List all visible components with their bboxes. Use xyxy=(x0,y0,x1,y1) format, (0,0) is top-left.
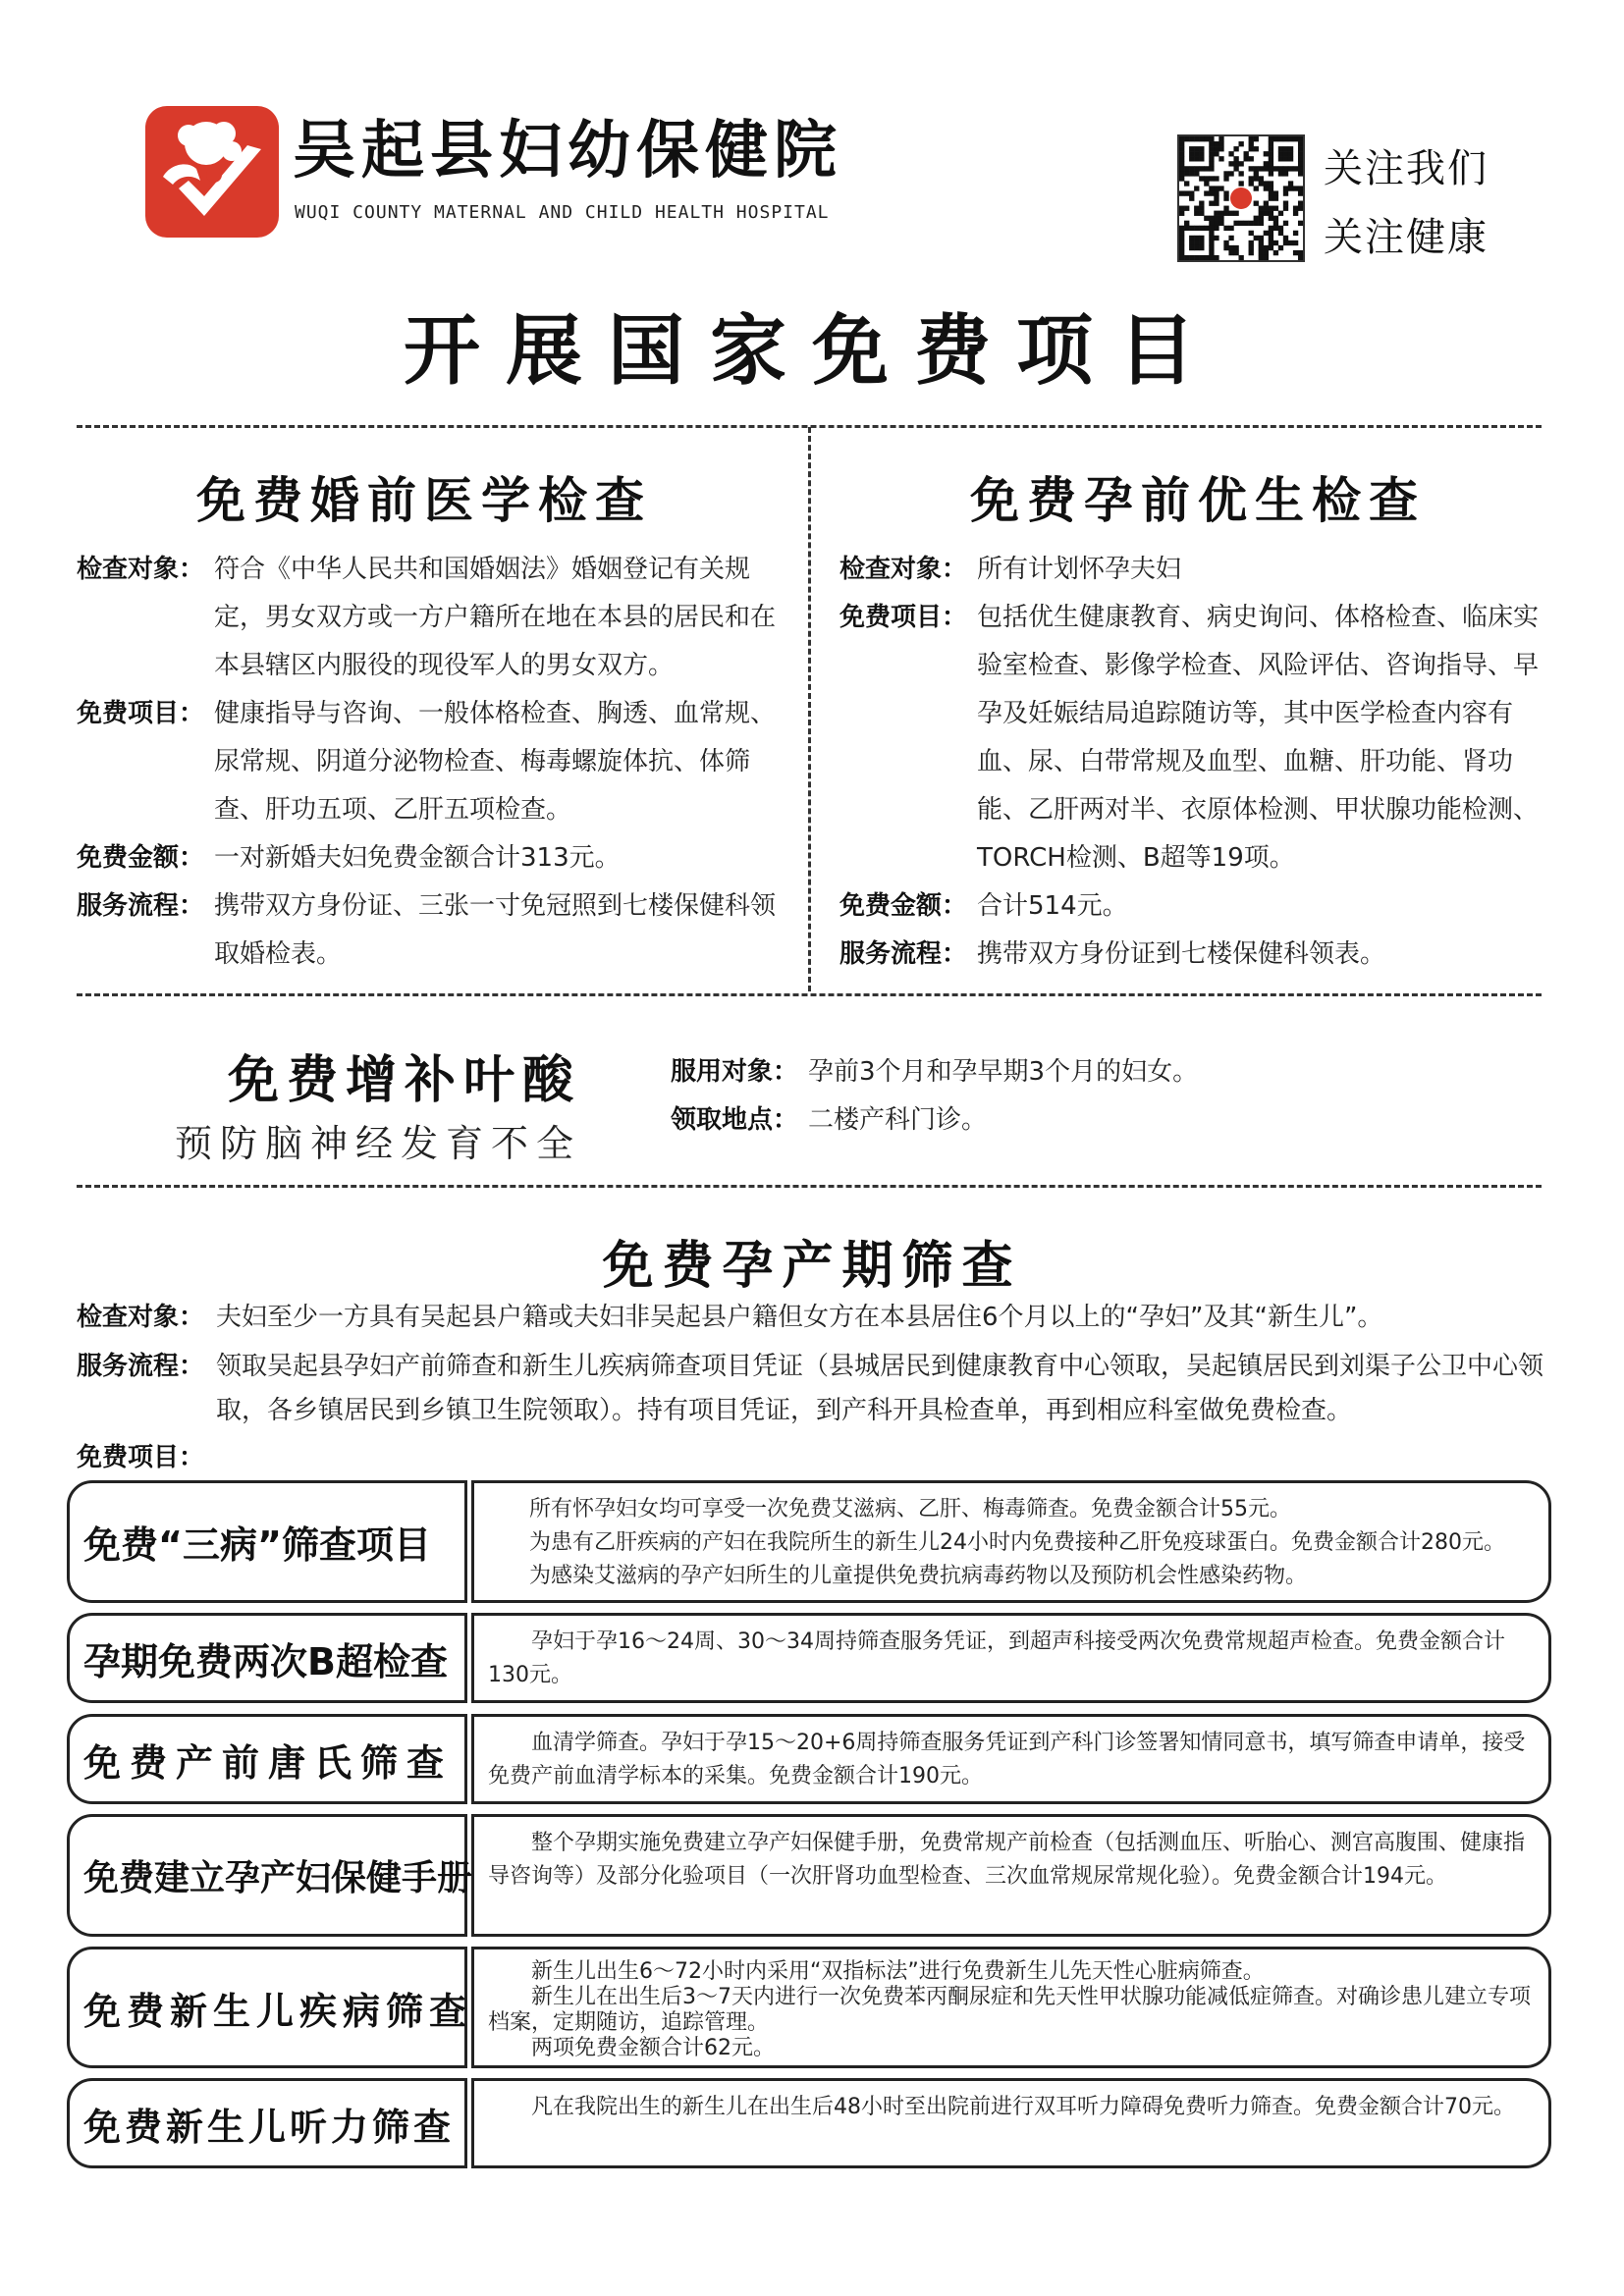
row-value: 孕前3个月和孕早期3个月的妇女。 xyxy=(808,1057,1199,1087)
divider xyxy=(77,993,1542,996)
project-row xyxy=(67,1714,1551,1804)
project-desc xyxy=(471,1814,1551,1937)
row-label: 领取地点： xyxy=(671,1105,799,1135)
folic-target-row xyxy=(671,1048,1535,1096)
prepregnancy-items-row xyxy=(839,594,1546,882)
divider xyxy=(77,1185,1542,1188)
project-name: 免费产前唐氏筛查 xyxy=(83,1740,454,1785)
project-desc xyxy=(471,1947,1551,2068)
row-label: 免费项目： xyxy=(839,603,968,632)
page-title: 开展国家免费项目 xyxy=(403,306,1220,396)
project-name: 孕期免费两次B超检查 xyxy=(83,1639,448,1683)
follow-us-text: 关注我们 xyxy=(1324,146,1489,191)
hospital-name: 吴起县妇幼保健院 xyxy=(293,114,842,187)
desc-line: 两项免费金额合计62元。 xyxy=(531,2036,775,2060)
row-value: 包括优生健康教育、病史询问、体格检查、临床实验室检查、影像学检查、风险评估、咨询指导、早孕及妊娠结局追踪随访等，其中医学检查内容有血、尿、白带常规及血型、血糖、肝功能、肾功能、乙肝两对半、衣原体检测、甲状腺功能检测、TORCH检测、B超等19项。 xyxy=(977,603,1540,873)
desc-line: 为患有乙肝疾病的产妇在我院所生的新生儿24小时内免费接种乙肝免疫球蛋白。免费金额合计280元。 xyxy=(529,1530,1505,1555)
project-desc xyxy=(471,1714,1551,1804)
qr-code-icon[interactable] xyxy=(1177,134,1305,262)
project-name: 免费建立孕产妇保健手册 xyxy=(83,1858,473,1898)
desc-line: 孕妇于孕16～24周、30～34周持筛查服务凭证，到超声科接受两次免费常规超声检查。免费金额合计130元。 xyxy=(488,1629,1505,1687)
row-value: 符合《中华人民共和国婚姻法》婚姻登记有关规定，男女双方或一方户籍所在地在本县的居民和在本县辖区内服役的现役军人的男女双方。 xyxy=(214,555,777,680)
row-label: 服用对象： xyxy=(671,1057,799,1087)
premarital-items-row xyxy=(77,690,784,834)
project-row xyxy=(67,1947,1551,2068)
row-label: 服务流程： xyxy=(839,939,968,969)
row-label: 检查对象： xyxy=(77,555,205,584)
desc-line: 凡在我院出生的新生儿在出生后48小时至出院前进行双耳听力障碍免费听力筛查。免费金额合计70元。 xyxy=(531,2095,1515,2119)
row-label: 免费金额： xyxy=(77,843,205,873)
prepregnancy-flow-row xyxy=(839,931,1546,979)
row-value: 夫妇至少一方具有吴起县户籍或夫妇非吴起县户籍但女方在本县居住6个月以上的“孕妇”及其“新生儿”。 xyxy=(216,1303,1383,1332)
row-label: 检查对象： xyxy=(839,555,968,584)
hospital-name-en: WUQI COUNTY MATERNAL AND CHILD HEALTH HOSPITAL xyxy=(295,202,830,223)
row-value: 所有计划怀孕夫妇 xyxy=(977,555,1182,584)
project-row xyxy=(67,2078,1551,2168)
folic-title: 免费增补叶酸 xyxy=(228,1051,582,1110)
project-name: 免费“三病”筛查项目 xyxy=(83,1523,431,1567)
project-desc xyxy=(471,1480,1551,1603)
free-items-label: 免费项目： xyxy=(77,1443,205,1472)
row-value: 二楼产科门诊。 xyxy=(808,1105,988,1135)
desc-line: 为感染艾滋病的孕产妇所生的儿童提供免费抗病毒药物以及预防机会性感染药物。 xyxy=(529,1564,1308,1588)
folic-subtitle: 预防脑神经发育不全 xyxy=(175,1122,582,1165)
desc-line: 新生儿出生6～72小时内采用“双指标法”进行免费新生儿先天性心脏病筛查。 xyxy=(531,1959,1265,1984)
folic-place-row xyxy=(671,1096,1535,1145)
prenatal-flow-row xyxy=(77,1345,1549,1433)
column-divider xyxy=(808,427,811,991)
project-desc xyxy=(471,2078,1551,2168)
prenatal-target-row xyxy=(77,1296,1549,1340)
desc-line: 新生儿在出生后3～7天内进行一次免费苯丙酮尿症和先天性甲状腺功能减低症筛查。对确诊患儿建立专项档案，定期随访，追踪管理。 xyxy=(488,1985,1531,2035)
premarital-amount-row xyxy=(77,834,784,882)
row-value: 携带双方身份证、三张一寸免冠照到七楼保健科领取婚检表。 xyxy=(214,891,777,969)
row-label: 免费金额： xyxy=(839,891,968,921)
desc-line: 血清学筛查。孕妇于孕15～20+6周持筛查服务凭证到产科门诊签署知情同意书，填写筛查申请单，接受免费产前血清学标本的采集。免费金额合计190元。 xyxy=(488,1731,1526,1789)
prenatal-title: 免费孕产期筛查 xyxy=(602,1237,1022,1296)
prepregnancy-amount-row xyxy=(839,882,1546,931)
desc-line: 整个孕期实施免费建立孕产妇保健手册，免费常规产前检查（包括测血压、听胎心、测宫高腹围、健康指导咨询等）及部分化验项目（一次肝肾功血型检查、三次血常规尿常规化验）。免费金额合计194元。 xyxy=(488,1831,1526,1889)
project-name: 免费新生儿疾病筛查 xyxy=(83,1989,473,2033)
row-label: 服务流程： xyxy=(77,1352,205,1381)
project-desc xyxy=(471,1613,1551,1703)
project-row xyxy=(67,1613,1551,1703)
premarital-flow-row xyxy=(77,882,784,979)
row-label: 免费项目： xyxy=(77,699,205,728)
prepregnancy-target-row xyxy=(839,546,1546,594)
row-value: 合计514元。 xyxy=(977,891,1128,921)
row-label: 检查对象： xyxy=(77,1303,205,1332)
premarital-target-row xyxy=(77,546,784,690)
row-value: 携带双方身份证到七楼保健科领表。 xyxy=(977,939,1386,969)
premarital-title: 免费婚前医学检查 xyxy=(196,472,652,529)
row-value: 领取吴起县孕妇产前筛查和新生儿疾病筛查项目凭证（县城居民到健康教育中心领取，吴起镇居民到刘渠子公卫中心领取，各乡镇居民到乡镇卫生院领取）。持有项目凭证，到产科开具检查单，再到相应科室做免费检查。 xyxy=(216,1352,1544,1425)
follow-health-text: 关注健康 xyxy=(1324,215,1489,260)
project-name: 免费新生儿听力筛查 xyxy=(83,2105,456,2149)
row-value: 一对新婚夫妇免费金额合计313元。 xyxy=(214,843,621,873)
project-row xyxy=(67,1814,1551,1937)
row-label: 服务流程： xyxy=(77,891,205,921)
desc-line: 所有怀孕妇女均可享受一次免费艾滋病、乙肝、梅毒筛查。免费金额合计55元。 xyxy=(529,1497,1291,1522)
project-row xyxy=(67,1480,1551,1603)
prepregnancy-title: 免费孕前优生检查 xyxy=(970,472,1426,529)
row-value: 健康指导与咨询、一般体格检查、胸透、血常规、尿常规、阴道分泌物检查、梅毒螺旋体抗、体筛查、肝功五项、乙肝五项检查。 xyxy=(214,699,777,825)
hospital-logo-icon xyxy=(145,106,279,238)
